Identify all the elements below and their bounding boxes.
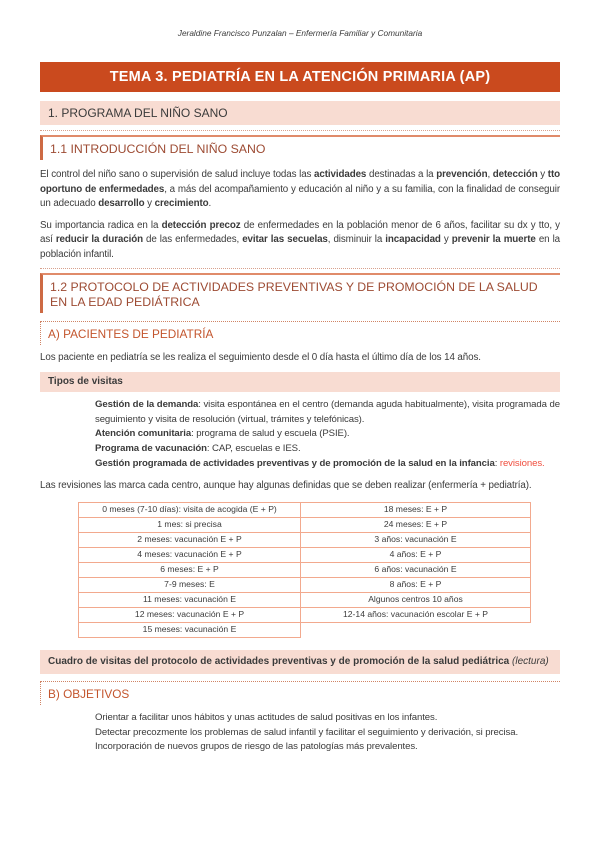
visit-types-list	[40, 398, 560, 471]
text-segment: , a más del acompañamiento y educación al niño y a su familia, con la finalidad de conseguir un adecuado	[40, 183, 560, 210]
table-row	[79, 547, 531, 562]
list-item: Incorporación de nuevos grupos de riesgo de las patologías más prevalentes.	[95, 741, 418, 753]
text-segment: Gestión de la demanda	[95, 399, 199, 411]
table-cell-right: 18 meses: E + P	[301, 502, 531, 517]
intro-paragraph-1	[40, 168, 560, 212]
intro-paragraph-2	[40, 219, 560, 263]
text-segment: Programa de vacunación	[95, 442, 207, 454]
text-segment: y	[144, 198, 155, 210]
text-segment: : CAP, escuelas e IES.	[206, 442, 301, 454]
objectives-list	[40, 711, 560, 755]
table-cell-left: 7-9 meses: E	[79, 577, 301, 592]
table-row	[79, 577, 531, 592]
table-cell-right: 3 años: vacunación E	[301, 532, 531, 547]
tipos-de-visitas-band: Tipos de visitas	[40, 372, 560, 392]
heading-a-pacientes: A) PACIENTES DE PEDIATRÍA	[40, 321, 560, 345]
text-segment: crecimiento	[154, 198, 209, 210]
table-row	[79, 517, 531, 532]
table-row	[79, 622, 531, 637]
text-segment: detección	[492, 169, 538, 180]
text-segment: en la población infantil.	[40, 234, 560, 260]
heading-b-objetivos: B) OBJETIVOS	[40, 681, 560, 705]
pacientes-paragraph: Los paciente en pediatría se les realiza el seguimiento desde el 0 día hasta el último día de los 14 años.	[40, 351, 481, 363]
list-item: Detectar precozmente los problemas de salud infantil y facilitar el seguimiento y derivación, si precisa.	[95, 726, 519, 738]
text-segment: El control del niño sano o supervisión de salud incluye todas las	[40, 169, 315, 180]
visits-table	[78, 502, 531, 638]
text-segment: (lectura)	[512, 655, 549, 667]
text-segment: :	[494, 457, 500, 469]
list-item	[95, 442, 560, 457]
table-cell-right	[301, 622, 531, 637]
list-item	[95, 427, 560, 442]
text-segment: de enfermedades en la población menor de 6 años, facilitar su dx y tto, y así	[40, 219, 560, 246]
text-segment: : programa de salud y escuela (PSIE).	[191, 428, 350, 440]
table-row	[79, 562, 531, 577]
table-cell-left: 11 meses: vacunación E	[79, 592, 301, 607]
table-cell-left: 0 meses (7-10 días): visita de acogida (E + P)	[79, 502, 301, 517]
table-cell-left: 15 meses: vacunación E	[79, 622, 301, 637]
text-segment: , disminuir la	[327, 234, 386, 246]
table-cell-right: 24 meses: E + P	[301, 517, 531, 532]
table-row	[79, 502, 531, 517]
table-cell-left: 12 meses: vacunación E + P	[79, 607, 301, 622]
text-segment: Su importancia radica en la	[40, 219, 162, 231]
table-cell-left: 6 meses: E + P	[79, 562, 301, 577]
page-title: TEMA 3. PEDIATRÍA EN LA ATENCIÓN PRIMARIA (AP)	[40, 62, 560, 92]
text-segment: ,	[487, 169, 493, 180]
section-1-band: 1. PROGRAMA DEL NIÑO SANO	[40, 101, 560, 125]
table-cell-right: Algunos centros 10 años	[301, 592, 531, 607]
table-cell-left: 1 mes: si precisa	[79, 517, 301, 532]
text-segment: reducir la duración	[55, 234, 143, 246]
list-item	[95, 398, 560, 427]
text-segment: evitar las secuelas	[242, 234, 328, 246]
page-header: Jeraldine Francisco Punzalan – Enfermería Familiar y Comunitaria	[177, 28, 423, 38]
text-segment: tto oportuno de enfermedades	[40, 169, 561, 195]
text-segment: Atención comunitaria	[95, 428, 192, 440]
text-segment: : visita espontánea en el centro (demanda aguda habitualmente), visita programada de seguimiento y visita de resolución (virtual, trámites y telefónicas).	[95, 399, 560, 425]
table-cell-left: 4 meses: vacunación E + P	[79, 547, 301, 562]
text-segment: .	[208, 198, 212, 210]
text-segment: Cuadro de visitas del protocolo de actividades preventivas y de promoción de la salud pediátrica	[48, 655, 510, 667]
table-cell-right: 4 años: E + P	[301, 547, 531, 562]
table-row	[79, 532, 531, 547]
dotted-separator	[40, 268, 560, 269]
list-item	[95, 457, 560, 472]
heading-1-2: 1.2 PROTOCOLO DE ACTIVIDADES PREVENTIVAS Y DE PROMOCIÓN DE LA SALUD EN LA EDAD PEDIÁTRICA	[40, 273, 560, 313]
text-segment: destinadas a la	[366, 169, 437, 180]
revisiones-paragraph: Las revisiones las marca cada centro, aunque hay algunas definidas que se deben realizar (enfermería + pediatría).	[40, 480, 532, 492]
table-cell-left: 2 meses: vacunación E + P	[79, 532, 301, 547]
text-segment: actividades	[314, 169, 367, 180]
text-segment: de las enfermedades,	[143, 234, 243, 246]
dotted-separator	[40, 130, 560, 131]
table-row	[79, 592, 531, 607]
heading-1-1: 1.1 INTRODUCCIÓN DEL NIÑO SANO	[40, 135, 560, 160]
text-segment: desarrollo	[98, 198, 145, 210]
visits-table-body	[79, 502, 531, 637]
table-cell-right: 6 años: vacunación E	[301, 562, 531, 577]
text-segment: prevenir la muerte	[451, 234, 536, 246]
list-item: Orientar a facilitar unos hábitos y unas actitudes de salud positivas en los infantes.	[95, 712, 438, 724]
text-segment: detección precoz	[161, 219, 241, 231]
text-segment: incapacidad	[385, 234, 441, 246]
text-segment: Gestión programada de actividades preventivas y de promoción de la salud en la infancia	[95, 457, 495, 469]
text-segment: prevención	[436, 169, 488, 180]
table-row	[79, 607, 531, 622]
text-segment: y	[537, 169, 548, 180]
table-cell-right: 8 años: E + P	[301, 577, 531, 592]
text-segment: revisiones.	[499, 457, 545, 469]
table-caption-band	[40, 650, 560, 675]
table-cell-right: 12-14 años: vacunación escolar E + P	[301, 607, 531, 622]
text-segment: y	[440, 234, 452, 246]
